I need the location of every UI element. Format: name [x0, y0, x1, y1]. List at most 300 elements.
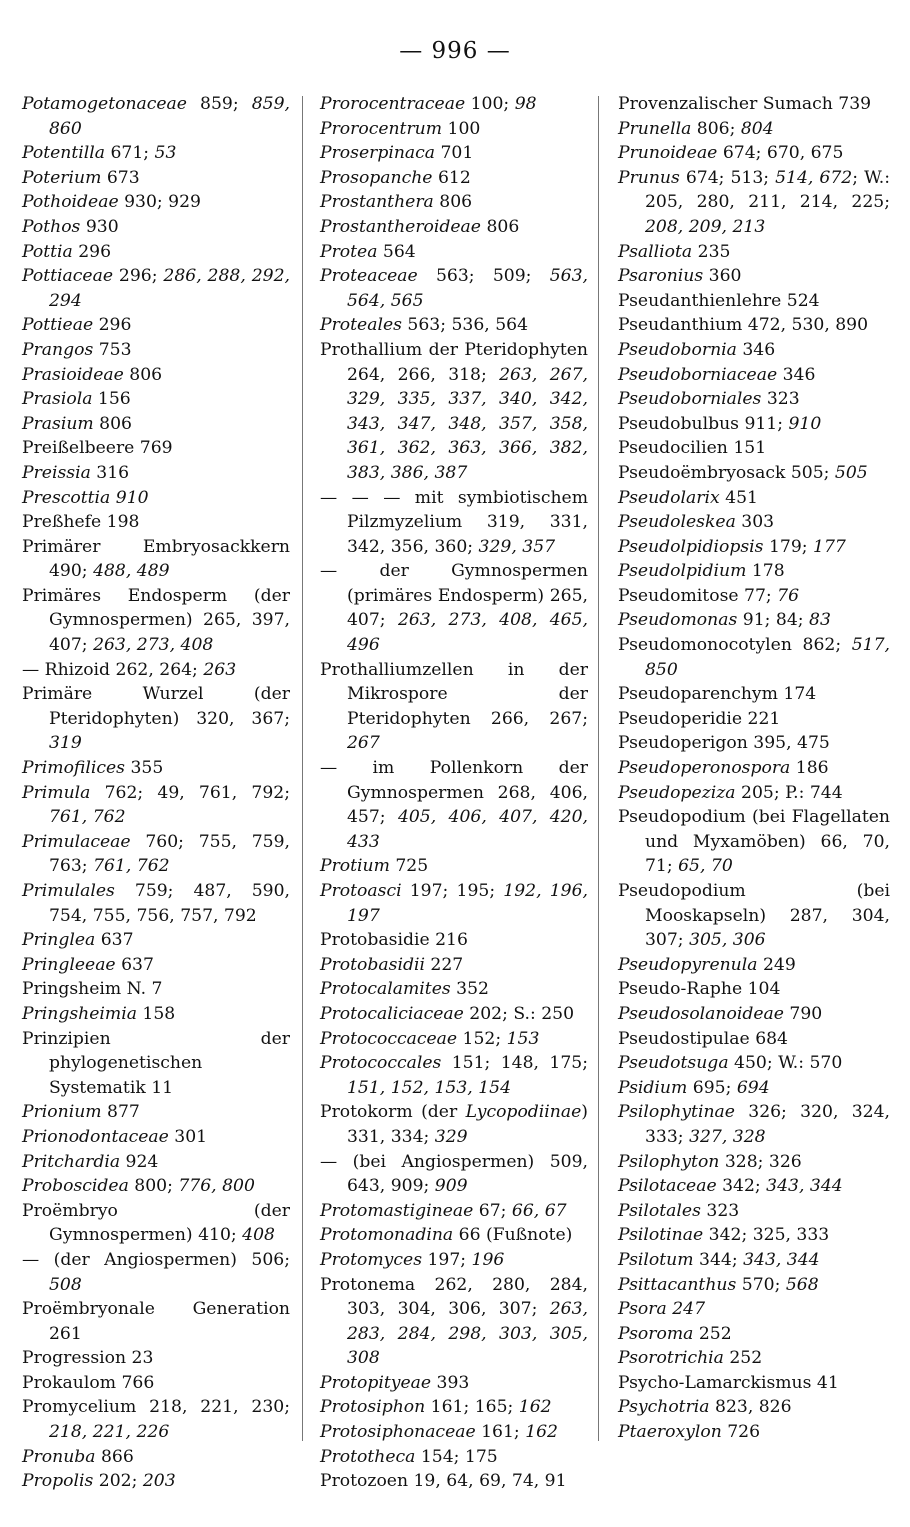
entry-text: Pseudobulbus 911; — [618, 413, 789, 434]
entry-text: Protobasidie 216 — [320, 930, 468, 951]
entry-text: 326; 320, 324, 333; — [645, 1102, 890, 1147]
entry-italic-text: Psora — [618, 1299, 667, 1320]
index-entry — [22, 363, 290, 388]
index-entry — [22, 215, 290, 240]
entry-text: 197; — [422, 1249, 472, 1270]
index-entry — [22, 928, 290, 953]
entry-text: 100 — [442, 118, 481, 139]
entry-italic-text: Primofilices — [22, 758, 125, 779]
entry-italic-text: 263 — [203, 659, 237, 680]
entry-text: Protokorm (der — [320, 1102, 466, 1123]
entry-italic-text: Lycopodiinae — [465, 1102, 582, 1123]
entry-italic-text: Prunoideae — [618, 143, 718, 164]
page-number: — 996 — — [399, 38, 511, 64]
entry-text: Pseudocilien 151 — [618, 438, 767, 459]
entry-text: 671; — [105, 143, 155, 164]
entry-italic-text: Prorocentrum — [320, 118, 443, 139]
entry-italic-text: 76 — [777, 585, 800, 606]
entry-text: 760; 755, 759, 763; — [49, 831, 290, 877]
index-entry — [320, 1027, 588, 1052]
index-entry — [618, 1248, 890, 1273]
entry-italic-text: Pringsheimia — [22, 1003, 137, 1024]
entry-italic-text: 196 — [471, 1249, 505, 1270]
index-entry — [618, 1051, 890, 1076]
index-entry — [618, 731, 890, 756]
entry-italic-text: 776, 800 — [178, 1176, 255, 1197]
entry-italic-text: Prangos — [22, 339, 94, 360]
index-entry — [22, 436, 290, 461]
index-entry — [618, 289, 890, 314]
index-entry — [22, 412, 290, 437]
entry-text: 360 — [703, 266, 742, 287]
entry-italic-text: 505 — [834, 462, 868, 483]
entry-text: 323 — [761, 389, 800, 410]
index-entry — [22, 682, 290, 756]
entry-text: — Rhizoid 262, 264; — [22, 659, 204, 680]
index-entry — [22, 1395, 290, 1444]
index-entry — [618, 92, 890, 117]
entry-italic-text: Pseudolpidiopsis — [618, 536, 764, 557]
entry-text: Proëmbryo (der Gymnospermen) 410; — [22, 1200, 290, 1246]
index-entry — [22, 756, 290, 781]
entry-italic-text: 263, 273, 408, 465, 496 — [347, 610, 589, 656]
entry-text: 154; 175 — [415, 1446, 498, 1467]
entry-text: — im Pollenkorn der Gymnospermen 268, 406, 457; — [320, 758, 588, 828]
index-entry — [320, 117, 588, 142]
entry-text: 637 — [95, 930, 134, 951]
index-entry — [320, 1445, 588, 1470]
index-entry — [618, 1100, 890, 1149]
entry-text: 450; W.: 570 — [728, 1053, 843, 1074]
entry-text: 570; — [736, 1274, 786, 1295]
entry-italic-text: Propolis — [22, 1471, 94, 1492]
entry-text: 344; — [693, 1249, 744, 1270]
index-entry — [320, 658, 588, 756]
entry-text: 91; 84; — [737, 610, 810, 631]
entry-italic-text: Pseudolpidium — [618, 561, 747, 582]
entry-text: Prothalliumzellen in der Mikrospore der Pteridophyten 266, 267; — [320, 659, 588, 729]
entry-italic-text: Primula — [22, 782, 91, 803]
entry-italic-text: Proboscidea — [22, 1176, 129, 1197]
index-entry — [22, 1469, 290, 1494]
entry-text: 235 — [692, 241, 731, 262]
entry-italic-text: 517, 850 — [645, 635, 890, 680]
entry-text: 806 — [93, 413, 132, 434]
entry-text: ) 331, 334; — [347, 1102, 588, 1147]
index-entry — [22, 1150, 290, 1175]
entry-text: 227 — [424, 954, 464, 975]
entry-text: 178 — [746, 561, 785, 582]
entry-italic-text: 162 — [518, 1397, 552, 1418]
entry-italic-text: 153 — [506, 1028, 540, 1049]
entry-italic-text: Poterium — [22, 167, 102, 188]
entry-italic-text: Protosiphon — [320, 1397, 426, 1418]
entry-italic-text: 761, 762 — [49, 807, 126, 828]
index-entry — [320, 1420, 588, 1445]
entry-text: Preißelbeere 769 — [22, 438, 173, 459]
index-entry — [618, 1076, 890, 1101]
index-entry — [22, 953, 290, 978]
entry-text: 323 — [700, 1200, 740, 1221]
index-entry — [618, 117, 890, 142]
index-entry — [618, 141, 890, 166]
index-entry — [618, 1420, 890, 1445]
index-entry — [320, 1273, 588, 1371]
entry-text: Pringsheim N. 7 — [22, 979, 163, 1000]
index-entry — [618, 1150, 890, 1175]
index-entry — [618, 1027, 890, 1052]
entry-italic-text: Prunus — [618, 167, 680, 188]
index-entry — [320, 264, 588, 313]
index-entry — [22, 1125, 290, 1150]
entry-italic-text: 65, 70 — [678, 856, 733, 877]
entry-italic-text: 910 — [115, 487, 149, 508]
entry-text: 790 — [783, 1003, 823, 1024]
index-entry — [618, 166, 890, 240]
entry-italic-text: 177 — [813, 536, 846, 557]
entry-italic-text: Pseudoborniaceae — [618, 364, 778, 385]
entry-italic-text: 83 — [809, 610, 831, 631]
entry-italic-text: 488, 489 — [93, 561, 170, 582]
index-entry — [320, 854, 588, 879]
entry-text: 296 — [72, 241, 112, 262]
index-column-3 — [618, 92, 890, 1445]
entry-italic-text: Prorocentraceae — [320, 94, 466, 114]
entry-italic-text: 804 — [740, 118, 774, 139]
entry-text: 673 — [101, 167, 140, 188]
entry-italic-text: Prionodontaceae — [22, 1126, 169, 1147]
entry-italic-text: Proteaceae — [320, 266, 418, 287]
entry-italic-text: Psittacanthus — [618, 1274, 737, 1295]
entry-italic-text: 694 — [736, 1077, 770, 1098]
entry-text: 924 — [120, 1151, 159, 1172]
entry-italic-text: Psilophyton — [618, 1151, 720, 1172]
entry-text: Provenzalischer Sumach 739 — [618, 94, 872, 114]
entry-text: Promycelium 218, 221, 230; — [22, 1397, 290, 1418]
index-entry — [22, 264, 290, 313]
entry-text: 695; — [687, 1077, 737, 1098]
index-entry — [618, 264, 890, 289]
entry-italic-text: 66, 67 — [511, 1200, 567, 1221]
entry-italic-text: Protoasci — [320, 881, 402, 901]
entry-italic-text: 343, 344 — [743, 1249, 820, 1270]
entry-text: — (der Angiospermen) 506; — [22, 1249, 290, 1270]
entry-text: 316 — [90, 462, 130, 483]
entry-text: 342; 325, 333 — [703, 1225, 830, 1246]
index-entry — [320, 141, 588, 166]
entry-italic-text: 208, 209, 213 — [645, 216, 766, 237]
index-columns — [22, 92, 894, 1492]
index-entry — [320, 240, 588, 265]
entry-italic-text: Pringlea — [22, 930, 96, 951]
entry-italic-text: Psilotales — [618, 1200, 701, 1221]
entry-italic-text: 98 — [514, 94, 537, 114]
index-entry — [22, 387, 290, 412]
entry-text: Pseudopodium (bei Flagellaten und Myxamöben) 66, 70, 71; — [618, 807, 890, 877]
entry-italic-text: Protium — [320, 856, 390, 877]
entry-italic-text: Protocalamites — [320, 979, 451, 1000]
index-entry — [22, 1297, 290, 1346]
entry-italic-text: Prescottia — [22, 487, 111, 508]
index-entry — [320, 756, 588, 854]
entry-italic-text: 192, 196, 197 — [347, 881, 588, 926]
index-entry — [618, 805, 890, 879]
entry-text: 451 — [719, 487, 758, 508]
entry-italic-text: 859, 860 — [49, 94, 290, 139]
index-entry — [618, 240, 890, 265]
entry-italic-text: 568 — [785, 1274, 819, 1295]
entry-italic-text: Pottiaceae — [22, 266, 113, 287]
entry-text: 930 — [80, 216, 119, 237]
entry-text: 674; 670, 675 — [717, 143, 844, 164]
entry-text: 859; — [186, 94, 252, 114]
entry-text: 393 — [431, 1372, 470, 1393]
index-entry — [22, 1248, 290, 1297]
index-entry — [22, 535, 290, 584]
entry-italic-text: Psychotria — [618, 1397, 710, 1418]
entry-text: Pseudopodium (bei Mooskapseln) 287, 304, 307; — [618, 881, 890, 951]
entry-text: Pseudomonocotylen 862; — [618, 635, 852, 656]
entry-text: Proëmbryonale Generation 261 — [22, 1299, 290, 1344]
index-entry — [618, 1223, 890, 1248]
index-entry — [618, 313, 890, 338]
index-entry — [320, 1051, 588, 1100]
entry-italic-text: Primulaceae — [22, 831, 131, 852]
entry-italic-text: Psilotinae — [618, 1225, 704, 1246]
index-entry — [618, 1346, 890, 1371]
entry-text: 156 — [92, 389, 131, 410]
entry-italic-text: Pothos — [22, 216, 81, 237]
entry-text: 726 — [721, 1422, 761, 1443]
entry-text: 930; 929 — [118, 192, 201, 213]
entry-text: 725 — [389, 856, 429, 877]
index-entry — [22, 1027, 290, 1101]
entry-italic-text: Protomyces — [320, 1249, 423, 1270]
index-entry — [618, 977, 890, 1002]
entry-italic-text: Protocaliciaceae — [320, 1003, 464, 1024]
index-entry — [320, 338, 588, 486]
index-entry — [618, 1002, 890, 1027]
entry-text: 100; — [465, 94, 515, 114]
entry-text: Prinzipien der phylogenetischen Systematik 11 — [22, 1028, 290, 1098]
entry-italic-text: Prasium — [22, 413, 94, 434]
entry-text: 179; — [763, 536, 814, 557]
entry-text: 563; 509; — [417, 266, 550, 287]
entry-text: 296 — [93, 315, 132, 336]
index-entry — [22, 1100, 290, 1125]
entry-italic-text: Primulales — [22, 881, 115, 901]
index-entry — [320, 953, 588, 978]
index-entry — [618, 707, 890, 732]
entry-italic-text: Pseudoborniales — [618, 389, 762, 410]
index-entry — [618, 1371, 890, 1396]
entry-italic-text: 203 — [142, 1471, 176, 1492]
index-entry — [22, 510, 290, 535]
entry-text: — (bei Angiospermen) 509, 643, 909; — [320, 1151, 588, 1197]
entry-text: 563; 536, 564 — [401, 315, 529, 336]
index-entry — [22, 1174, 290, 1199]
index-entry — [22, 1445, 290, 1470]
index-entry — [22, 486, 290, 511]
entry-italic-text: Pseudopeziza — [618, 782, 736, 803]
entry-text: Prokaulom 766 — [22, 1372, 155, 1393]
entry-text: Pseudoparenchym 174 — [618, 684, 817, 705]
index-entry — [618, 682, 890, 707]
entry-text: Pseudanthienlehre 524 — [618, 290, 820, 311]
index-entry — [618, 387, 890, 412]
index-entry — [320, 879, 588, 928]
entry-italic-text: Protopityeae — [320, 1372, 432, 1393]
entry-text: 186 — [790, 758, 829, 779]
index-entry — [618, 781, 890, 806]
entry-italic-text: 910 — [788, 413, 822, 434]
index-entry — [22, 1002, 290, 1027]
entry-text: 352 — [450, 979, 489, 1000]
index-entry — [618, 535, 890, 560]
index-entry — [22, 240, 290, 265]
entry-text: 303 — [735, 512, 775, 533]
entry-italic-text: Protococcaceae — [320, 1028, 458, 1049]
entry-italic-text: 329, 357 — [478, 536, 556, 557]
entry-italic-text: 286, 288, 292, 294 — [49, 266, 290, 311]
entry-text: 197; 195; — [401, 881, 504, 901]
entry-text: 328; 326 — [719, 1151, 802, 1172]
index-entry — [618, 1297, 890, 1322]
entry-text: 205; P.: 744 — [735, 782, 843, 803]
entry-text: 296; — [113, 266, 164, 287]
entry-italic-text: 151, 152, 153, 154 — [347, 1077, 512, 1098]
entry-text: 806; — [691, 118, 741, 139]
entry-italic-text: Prostantheroideae — [320, 216, 481, 237]
entry-text: 823, 826 — [709, 1397, 792, 1418]
entry-italic-text: Protobasidii — [320, 954, 425, 975]
index-entry — [618, 608, 890, 633]
entry-text: 637 — [115, 954, 154, 975]
entry-italic-text: Potentilla — [22, 143, 106, 164]
entry-italic-text: Protea — [320, 241, 378, 262]
index-entry — [22, 658, 290, 683]
entry-italic-text: Psalliota — [618, 241, 693, 262]
entry-text: 674; 513; — [679, 167, 776, 188]
entry-text: Pseudoëmbryosack 505; — [618, 462, 835, 483]
entry-italic-text: Protomastigineae — [320, 1200, 474, 1221]
entry-text: 701 — [435, 143, 474, 164]
entry-italic-text: Psorotrichia — [618, 1348, 724, 1369]
entry-text: 877 — [101, 1102, 140, 1123]
index-entry — [22, 1371, 290, 1396]
entry-italic-text: Potamogetonaceae — [22, 94, 187, 114]
index-entry — [618, 953, 890, 978]
entry-text: — der Gymnospermen (primäres Endosperm) 265, 407; — [320, 561, 588, 631]
index-entry — [618, 879, 890, 953]
entry-text: Primäre Wurzel (der Pteridophyten) 320, 367; — [22, 684, 290, 729]
index-entry — [22, 1346, 290, 1371]
entry-italic-text: Pothoideae — [22, 192, 119, 213]
entry-italic-text: Prosopanche — [320, 167, 433, 188]
entry-text: 66 (Fußnote) — [453, 1225, 573, 1246]
entry-text: 158 — [136, 1003, 176, 1024]
index-entry — [618, 436, 890, 461]
entry-text: 355 — [125, 758, 164, 779]
entry-italic-text: 53 — [154, 143, 177, 164]
entry-text: 342; — [716, 1176, 767, 1197]
entry-italic-text: Pseudopyrenula — [618, 954, 758, 975]
entry-italic-text: Preissia — [22, 462, 91, 483]
entry-text: 67; — [473, 1200, 512, 1221]
entry-text: 252 — [693, 1323, 732, 1344]
entry-text: 759; 487, 590, 754, 755, 756, 757, 792 — [49, 881, 290, 926]
entry-text: Pseudoperidie 221 — [618, 708, 781, 729]
index-entry — [22, 461, 290, 486]
entry-text: 346 — [736, 339, 776, 360]
entry-text: 249 — [757, 954, 796, 975]
index-entry — [22, 830, 290, 879]
entry-italic-text: 408 — [242, 1225, 275, 1246]
entry-text: Progression 23 — [22, 1348, 154, 1369]
index-entry — [618, 1322, 890, 1347]
entry-italic-text: 263, 273, 408 — [93, 635, 214, 656]
entry-italic-text: Pseudoleskea — [618, 512, 736, 533]
entry-italic-text: 263, 283, 284, 298, 303, 305, 308 — [347, 1299, 588, 1369]
entry-italic-text: 305, 306 — [689, 930, 766, 951]
index-entry — [320, 1199, 588, 1224]
index-entry — [320, 1150, 588, 1199]
index-entry — [22, 141, 290, 166]
entry-text: 301 — [168, 1126, 208, 1147]
index-entry — [320, 559, 588, 657]
index-entry — [320, 977, 588, 1002]
entry-italic-text: Psaronius — [618, 266, 704, 287]
index-entry — [618, 338, 890, 363]
entry-italic-text: Ptaeroxylon — [618, 1422, 722, 1443]
entry-italic-text: Psilotum — [618, 1249, 694, 1270]
entry-text: 806 — [433, 192, 473, 213]
index-entry — [618, 412, 890, 437]
entry-italic-text: Pottia — [22, 241, 73, 262]
entry-italic-text: Prunella — [618, 118, 692, 139]
entry-italic-text: 327, 328 — [689, 1126, 766, 1147]
index-entry — [22, 584, 290, 658]
index-entry — [22, 781, 290, 830]
entry-text: 161; 165; — [425, 1397, 519, 1418]
entry-italic-text: 329 — [434, 1126, 468, 1147]
index-entry — [320, 1469, 588, 1494]
index-entry — [22, 977, 290, 1002]
entry-italic-text: Pringleeae — [22, 954, 116, 975]
entry-italic-text: 343, 344 — [766, 1176, 843, 1197]
entry-italic-text: Prasiola — [22, 389, 93, 410]
index-entry — [618, 559, 890, 584]
index-entry — [320, 1002, 588, 1027]
entry-italic-text: Pronuba — [22, 1446, 96, 1467]
index-entry — [618, 1395, 890, 1420]
entry-text: Pseudo-Raphe 104 — [618, 979, 781, 1000]
entry-text: Preßhefe 198 — [22, 512, 140, 533]
index-column-1 — [22, 92, 290, 1494]
entry-italic-text: 563, 564, 565 — [347, 266, 588, 311]
index-entry — [618, 1174, 890, 1199]
index-entry — [320, 928, 588, 953]
index-entry — [320, 1395, 588, 1420]
index-entry — [22, 190, 290, 215]
index-column-2 — [320, 92, 588, 1494]
entry-italic-text: 761, 762 — [93, 856, 170, 877]
entry-text: Prothallium der Pteridophyten 264, 266, 318; — [320, 339, 588, 385]
entry-italic-text: Psoroma — [618, 1323, 694, 1344]
entry-text: Protonema 262, 280, 284, 303, 304, 306, 307; — [320, 1274, 588, 1320]
entry-text: 806 — [123, 364, 163, 385]
entry-italic-text: 162 — [525, 1422, 558, 1443]
